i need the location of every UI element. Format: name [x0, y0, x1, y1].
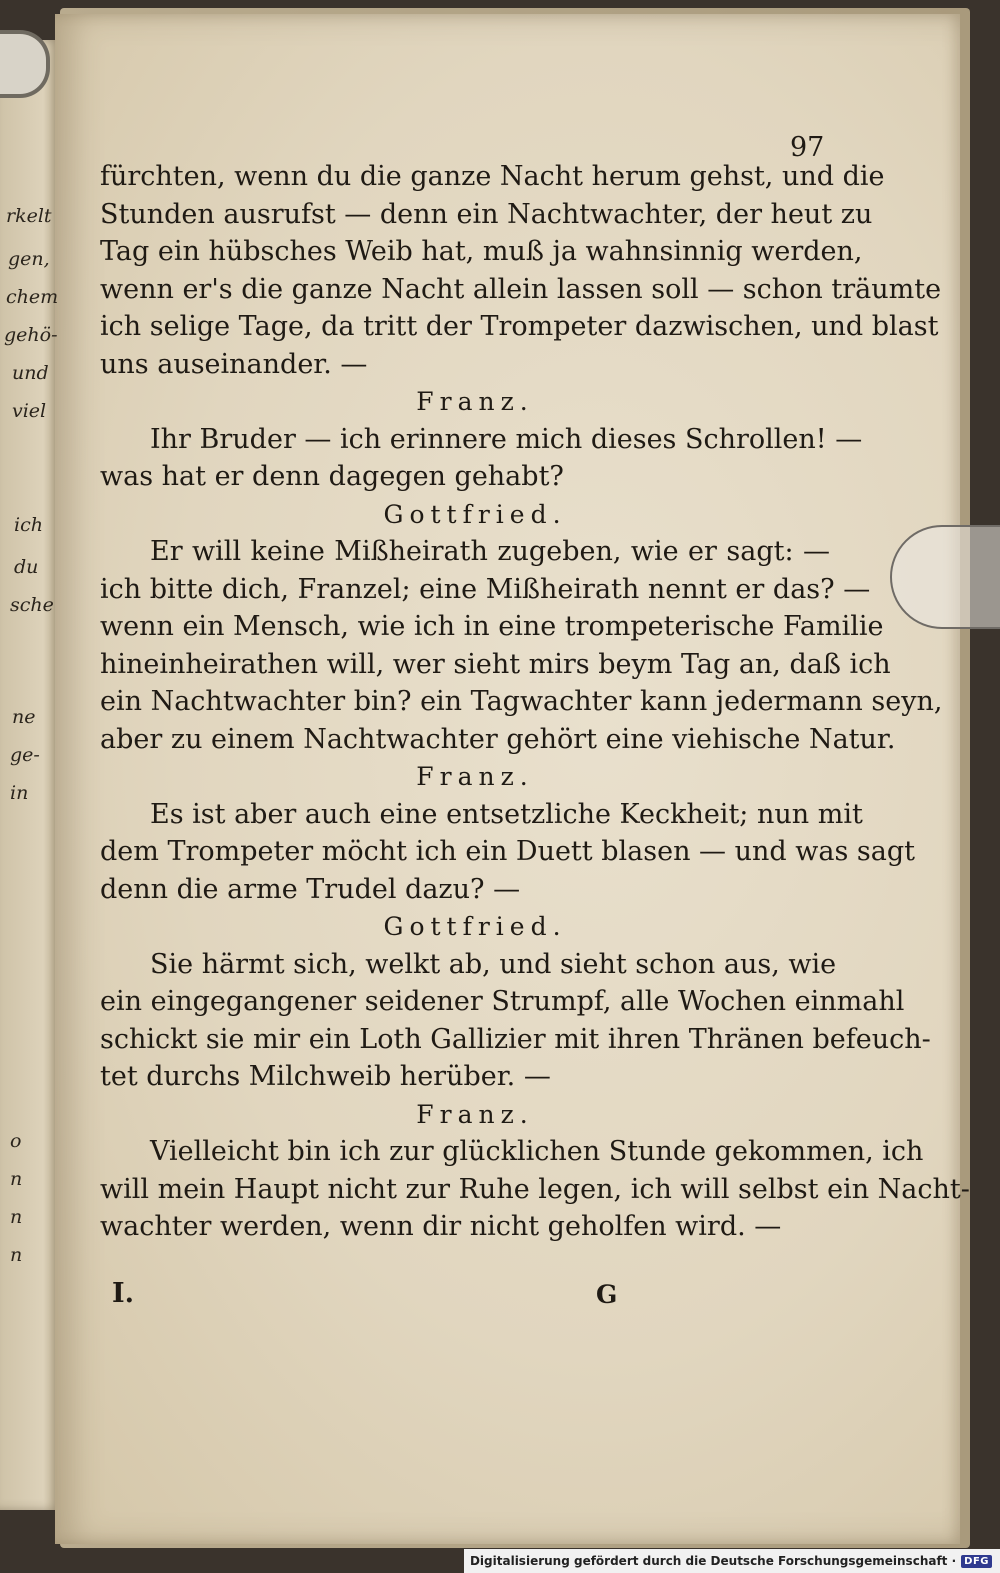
text-line: ein eingegangener seidener Strumpf, alle Wochen einmahl [100, 986, 905, 1017]
text-line: Tag ein hübsches Weib hat, muß ja wahnsinnig werden, [100, 236, 863, 267]
page-text [100, 130, 970, 1246]
text-line: Stunden ausrufst — denn ein Nachtwachter, der heut zu [100, 198, 873, 230]
text-line: Er will keine Mißheirath zugeben, wie er sagt: — [150, 536, 830, 567]
text-line: denn die arme Trudel dazu? — [100, 873, 521, 905]
left-fragment: n [10, 1206, 23, 1228]
footer-credit: Digitalisierung gefördert durch die Deutsche Forschungsgemeinschaft · [469, 1554, 957, 1568]
speaker-name: Franz. [416, 762, 534, 791]
text-line: aber zu einem Nachtwachter gehört eine viehische Natur. [100, 723, 896, 755]
text-line: schickt sie mir ein Loth Gallizier mit ihren Thränen befeuch- [100, 1023, 931, 1055]
left-fragment: gen, [8, 248, 50, 270]
text-line: fürchten, wenn du die ganze Nacht herum gehst, und die [100, 161, 885, 192]
speaker-name: Franz. [416, 1099, 534, 1129]
text-line: was hat er denn dagegen gehabt? [100, 461, 564, 492]
left-fragment: rkelt [6, 205, 52, 227]
dfg-logo-icon: DFG [961, 1555, 992, 1568]
text-line: wachter werden, wenn dir nicht geholfen wird. — [100, 1211, 782, 1242]
text-line: Es ist aber auch eine entsetzliche Keckheit; nun mit [150, 798, 863, 830]
text-line: Sie härmt sich, welkt ab, und sieht schon aus, wie [150, 948, 837, 980]
text-line: ich bitte dich, Franzel; eine Mißheirath nennt er das? — [100, 573, 871, 605]
text-line: Vielleicht bin ich zur glücklichen Stunde gekommen, ich [150, 1136, 924, 1167]
signature-mark: I. [112, 1278, 135, 1309]
binding-curl [0, 30, 50, 98]
left-fragment: gehö- [4, 324, 58, 346]
left-fragment: n [10, 1168, 23, 1190]
left-fragment: du [14, 556, 39, 578]
text-line: tet durchs Milchweib herüber. — [100, 1061, 551, 1092]
left-fragment: und [12, 362, 49, 384]
left-fragment: ge- [10, 744, 40, 766]
speaker-name: Gottfried. [383, 499, 567, 529]
left-fragment: in [10, 782, 29, 804]
page-number: 97 [790, 132, 825, 163]
text-line: wenn ein Mensch, wie ich in eine trompeterische Familie [100, 611, 884, 642]
left-fragment: ich [14, 514, 43, 536]
speaker-name: Franz. [416, 387, 534, 416]
text-line: will mein Haupt nicht zur Ruhe legen, ich will selbst ein Nacht- [100, 1173, 970, 1205]
bookmark-tab [890, 525, 1000, 629]
left-fragment: o [10, 1130, 22, 1152]
left-fragment: chem [6, 286, 59, 308]
text-line: ein Nachtwachter bin? ein Tagwachter kann jedermann seyn, [100, 686, 943, 717]
speaker-name: Gottfried. [383, 912, 567, 941]
left-fragment: n [10, 1244, 23, 1266]
text-line: wenn er's die ganze Nacht allein lassen soll — schon träumte [100, 273, 942, 305]
text-line: uns auseinander. — [100, 348, 368, 380]
left-fragment: viel [12, 400, 47, 422]
text-line: dem Trompeter möcht ich ein Duett blasen — und was sagt [100, 836, 915, 867]
sheet-mark: G [596, 1280, 618, 1309]
left-fragment: sche [10, 594, 54, 616]
digitization-footer [464, 1549, 1000, 1573]
left-fragment: ne [12, 706, 36, 728]
text-line: Ihr Bruder — ich erinnere mich dieses Schrollen! — [150, 423, 863, 455]
text-line: hineinheirathen will, wer sieht mirs beym Tag an, daß ich [100, 648, 891, 680]
text-line: ich selige Tage, da tritt der Trompeter dazwischen, und blast [100, 311, 939, 342]
